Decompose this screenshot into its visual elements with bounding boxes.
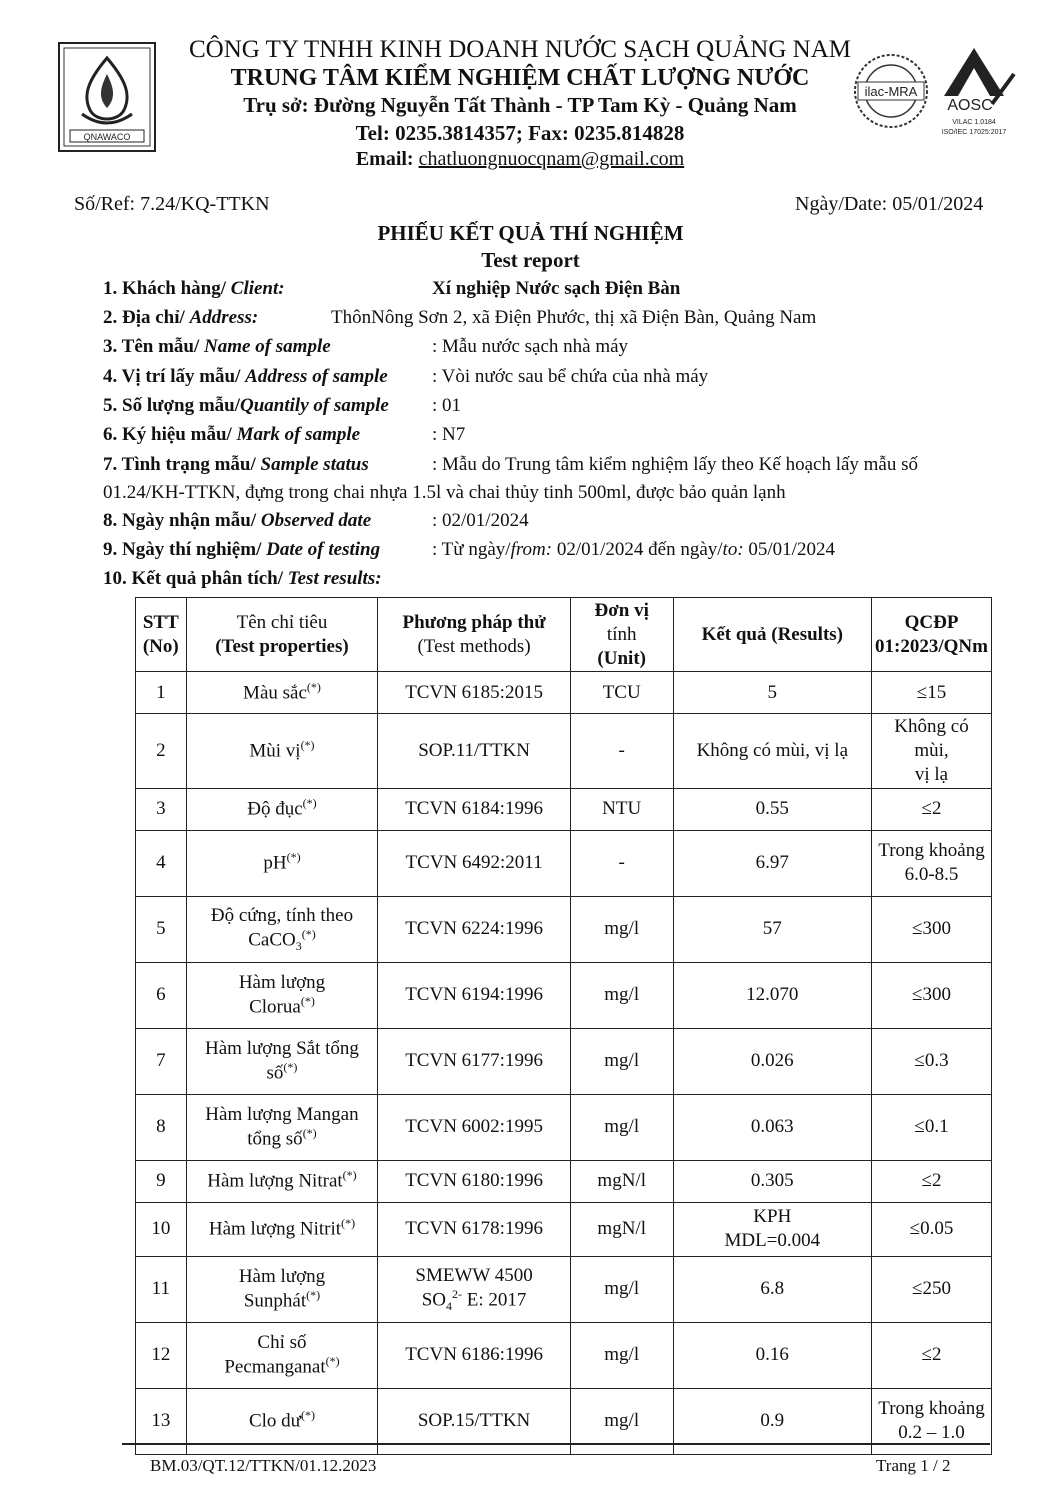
cell-no: 3 (136, 788, 187, 830)
cell-result: 0.063 (673, 1094, 871, 1160)
cell-method: TCVN 6180:1996 (378, 1160, 571, 1202)
sample-name-field: 3. Tên mẫu/ Name of sample (103, 336, 331, 357)
cell-no: 1 (136, 672, 187, 714)
cell-method: TCVN 6186:1996 (378, 1322, 571, 1388)
col-header-stt: STT (No) (136, 598, 187, 672)
sample-location-field: 4. Vị trí lấy mẫu/ Address of sample (103, 366, 388, 387)
cell-unit: mg/l (570, 896, 673, 962)
table-row (136, 714, 992, 788)
email-label: Email: (355, 148, 419, 170)
col-header-standard: QCĐP 01:2023/QNm (872, 598, 992, 672)
cell-method: TCVN 6194:1996 (378, 962, 571, 1028)
cell-unit: mgN/l (570, 1202, 673, 1256)
results-table (135, 597, 992, 1455)
cell-unit: mg/l (570, 1322, 673, 1388)
center-name: TRUNG TÂM KIỂM NGHIỆM CHẤT LƯỢNG NƯỚC (230, 65, 810, 91)
cell-method: TCVN 6224:1996 (378, 896, 571, 962)
col-header-unit: Đơn vị tính (Unit) (570, 598, 673, 672)
table-row (136, 1202, 992, 1256)
center-address: Trụ sở: Đường Nguyễn Tất Thành - TP Tam Kỳ - Quảng Nam (243, 93, 797, 117)
client-value: Xí nghiệp Nước sạch Điện Bàn (432, 278, 681, 299)
cell-result: Không có mùi, vị lạ (673, 714, 871, 788)
cell-property: pH(*) (186, 830, 378, 896)
cell-no: 7 (136, 1028, 187, 1094)
cell-method: SOP.15/TTKN (378, 1388, 571, 1454)
address-field: 2. Địa chỉ/ Address: (103, 307, 259, 328)
cell-property: Độ cứng, tính theo CaCO$_3$(*) (186, 896, 378, 962)
report-subtitle: Test report (481, 248, 580, 272)
test-results-heading: 10. Kết quả phân tích/ Test results: (103, 568, 382, 589)
sample-quantity-field: 5. Số lượng mẫu/Quantily of sample (103, 395, 389, 416)
cell-standard: ≤0.3 (872, 1028, 992, 1094)
cell-unit: mg/l (570, 1388, 673, 1454)
col-header-result: Kết quả (Results) (673, 598, 871, 672)
table-row (136, 830, 992, 896)
cell-property: Hàm lượng Sắt tổng số(*) (186, 1028, 378, 1094)
cell-property: Hàm lượng Clorua(*) (186, 962, 378, 1028)
cell-unit: mg/l (570, 962, 673, 1028)
cell-no: 11 (136, 1256, 187, 1322)
cell-property: Độ đục(*) (186, 788, 378, 830)
cell-standard: ≤2 (872, 1160, 992, 1202)
table-row (136, 1322, 992, 1388)
center-phone: Tel: 0235.3814357; Fax: 0235.814828 (355, 121, 685, 145)
email-link[interactable]: chatluongnuocqnam@gmail.com (418, 148, 685, 170)
cell-property: Clo dư(*) (186, 1388, 378, 1454)
observed-date-value: : 02/01/2024 (432, 510, 529, 531)
cell-unit: mg/l (570, 1256, 673, 1322)
cell-no: 12 (136, 1322, 187, 1388)
cell-result: 0.026 (673, 1028, 871, 1094)
cell-method: TCVN 6002:1995 (378, 1094, 571, 1160)
cell-no: 2 (136, 714, 187, 788)
table-row (136, 1028, 992, 1094)
cell-property: Màu sắc(*) (186, 672, 378, 714)
ref-number: Số/Ref: 7.24/KQ-TTKN (74, 193, 270, 215)
cell-unit: TCU (570, 672, 673, 714)
observed-date-field: 8. Ngày nhận mẫu/ Observed date (103, 510, 372, 531)
cell-no: 8 (136, 1094, 187, 1160)
logo-left-text: QNAWACO (83, 132, 131, 142)
cell-standard: ≤2 (872, 788, 992, 830)
cell-standard: ≤2 (872, 1322, 992, 1388)
sample-mark-value: : N7 (432, 424, 466, 445)
report-date: Ngày/Date: 05/01/2024 (795, 193, 984, 215)
cell-result: KPH MDL=0.004 (673, 1202, 871, 1256)
cell-property: Hàm lượng Mangan tổng số(*) (186, 1094, 378, 1160)
cell-standard: ≤0.1 (872, 1094, 992, 1160)
footer-divider (122, 1443, 990, 1445)
cell-method: TCVN 6178:1996 (378, 1202, 571, 1256)
cell-no: 6 (136, 962, 187, 1028)
cell-method: TCVN 6177:1996 (378, 1028, 571, 1094)
cell-standard: ≤15 (872, 672, 992, 714)
sample-quantity-value: : 01 (432, 395, 462, 416)
center-email-line (170, 148, 870, 171)
cell-unit: mg/l (570, 1028, 673, 1094)
cell-no: 10 (136, 1202, 187, 1256)
table-row (136, 896, 992, 962)
sample-status-value-2: 01.24/KH-TTKN, đựng trong chai nhựa 1.5l và chai thủy tinh 500ml, được bảo quản lạnh (103, 482, 786, 503)
sample-location-value: : Vòi nước sau bể chứa của nhà máy (432, 366, 709, 387)
client-field: 1. Khách hàng/ Client: (103, 278, 285, 299)
cell-method: TCVN 6492:2011 (378, 830, 571, 896)
cell-property: Hàm lượng Nitrit(*) (186, 1202, 378, 1256)
cell-no: 5 (136, 896, 187, 962)
table-row (136, 1094, 992, 1160)
table-row (136, 788, 992, 830)
testing-date-field: 9. Ngày thí nghiệm/ Date of testing (103, 539, 381, 560)
ilac-text: ilac-MRA (864, 84, 918, 99)
cell-result: 0.16 (673, 1322, 871, 1388)
cell-result: 6.8 (673, 1256, 871, 1322)
cell-result: 0.305 (673, 1160, 871, 1202)
page-number: Trang 1 / 2 (876, 1456, 951, 1475)
testing-date-value: : Từ ngày/from: 02/01/2024 đến ngày/to: 05/01/2024 (432, 539, 835, 560)
cell-method: SMEWW 4500 $SO_4^{2-}$ E: 2017 (378, 1256, 571, 1322)
aosc-sub1: VILAC 1.0184 (952, 119, 996, 126)
sample-status-field: 7. Tình trạng mẫu/ Sample status (103, 454, 369, 475)
cell-result: 57 (673, 896, 871, 962)
ilac-mra-logo (852, 50, 930, 132)
cell-property: Hàm lượng Nitrat(*) (186, 1160, 378, 1202)
aosc-logo (930, 44, 1020, 140)
sample-mark-field: 6. Ký hiệu mẫu/ Mark of sample (103, 424, 361, 445)
cell-method: TCVN 6184:1996 (378, 788, 571, 830)
cell-property: Chỉ số Pecmanganat(*) (186, 1322, 378, 1388)
address-value: ThônNông Sơn 2, xã Điện Phước, thị xã Điện Bàn, Quảng Nam (331, 307, 817, 328)
sample-name-value: : Mẫu nước sạch nhà máy (432, 336, 629, 357)
cell-unit: mgN/l (570, 1160, 673, 1202)
cell-standard: ≤250 (872, 1256, 992, 1322)
cell-result: 0.55 (673, 788, 871, 830)
cell-standard: Không có mùi, vị lạ (872, 714, 992, 788)
company-name: CÔNG TY TNHH KINH DOANH NƯỚC SẠCH QUẢNG NAM (189, 36, 851, 63)
cell-result: 5 (673, 672, 871, 714)
cell-standard: Trong khoảng 6.0-8.5 (872, 830, 992, 896)
aosc-sub2: ISO/IEC 17025:2017 (941, 129, 1007, 136)
cell-property: Hàm lượng Sunphát(*) (186, 1256, 378, 1322)
cell-result: 12.070 (673, 962, 871, 1028)
aosc-text: AOSC (947, 97, 993, 114)
cell-no: 9 (136, 1160, 187, 1202)
cell-unit: - (570, 830, 673, 896)
cell-no: 13 (136, 1388, 187, 1454)
cell-no: 4 (136, 830, 187, 896)
table-row (136, 672, 992, 714)
table-header-row (136, 598, 992, 672)
cell-unit: - (570, 714, 673, 788)
form-code: BM.03/QT.12/TTKN/01.12.2023 (150, 1456, 377, 1475)
report-title: PHIẾU KẾT QUẢ THÍ NGHIỆM (377, 221, 684, 245)
col-header-property: Tên chỉ tiêu (Test properties) (186, 598, 378, 672)
sample-status-value-1: : Mẫu do Trung tâm kiểm nghiệm lấy theo Kế hoạch lấy mẫu số (432, 454, 919, 475)
cell-method: SOP.11/TTKN (378, 714, 571, 788)
cell-result: 0.9 (673, 1388, 871, 1454)
qnawaco-logo (58, 42, 156, 152)
cell-standard: ≤300 (872, 962, 992, 1028)
cell-standard: ≤300 (872, 896, 992, 962)
cell-unit: NTU (570, 788, 673, 830)
col-header-method: Phương pháp thử (Test methods) (378, 598, 571, 672)
cell-method: TCVN 6185:2015 (378, 672, 571, 714)
cell-standard: Trong khoảng 0.2 – 1.0 (872, 1388, 992, 1454)
table-row (136, 962, 992, 1028)
cell-result: 6.97 (673, 830, 871, 896)
table-row (136, 1160, 992, 1202)
cell-property: Mùi vị(*) (186, 714, 378, 788)
table-row (136, 1256, 992, 1322)
cell-unit: mg/l (570, 1094, 673, 1160)
cell-standard: ≤0.05 (872, 1202, 992, 1256)
